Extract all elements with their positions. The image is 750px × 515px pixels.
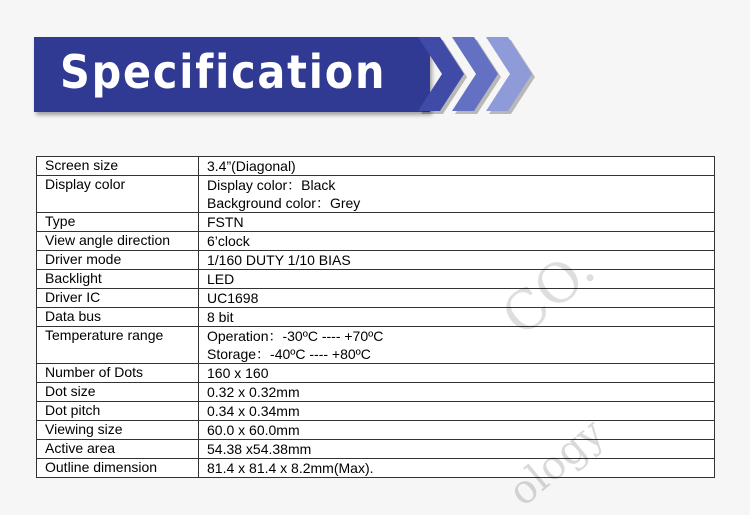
- spec-label: Viewing size: [37, 421, 199, 440]
- spec-label: Type: [37, 213, 199, 232]
- spec-label: Data bus: [37, 308, 199, 327]
- page-title: Specification: [60, 45, 387, 99]
- spec-value: [199, 327, 715, 364]
- spec-value-line: 54.38 x54.38mm: [207, 441, 312, 457]
- spec-label: Outline dimension: [37, 459, 199, 478]
- spec-value-line: 160 x 160: [207, 365, 269, 381]
- spec-row: [37, 213, 715, 232]
- spec-value-line: 0.32 x 0.32mm: [207, 384, 300, 400]
- spec-label: Display color: [37, 176, 199, 213]
- spec-value-line: 1/160 DUTY 1/10 BIAS: [207, 252, 351, 268]
- title-banner: [34, 37, 430, 112]
- spec-value: [199, 289, 715, 308]
- spec-table: [36, 156, 715, 478]
- spec-label: Dot pitch: [37, 402, 199, 421]
- spec-value: [199, 440, 715, 459]
- spec-label: Driver mode: [37, 251, 199, 270]
- spec-value-line: 81.4 x 81.4 x 8.2mm(Max).: [207, 460, 374, 476]
- spec-value-line: Display color：Black: [207, 177, 336, 193]
- spec-label: Driver IC: [37, 289, 199, 308]
- spec-row: [37, 270, 715, 289]
- spec-value: [199, 402, 715, 421]
- spec-row: [37, 327, 715, 364]
- spec-label: View angle direction: [37, 232, 199, 251]
- spec-value-line: LED: [207, 271, 235, 287]
- spec-value: [199, 421, 715, 440]
- spec-row: [37, 157, 715, 176]
- spec-value: [199, 232, 715, 251]
- spec-row: [37, 289, 715, 308]
- spec-row: [37, 232, 715, 251]
- spec-row: [37, 251, 715, 270]
- watermark: CO.: [490, 235, 607, 349]
- spec-value-line: UC1698: [207, 290, 259, 306]
- chevron-1: [418, 37, 464, 111]
- spec-row: [37, 383, 715, 402]
- spec-label: Number of Dots: [37, 364, 199, 383]
- chevron-arrows-icon: [418, 37, 548, 117]
- spec-label: Dot size: [37, 383, 199, 402]
- spec-row: [37, 308, 715, 327]
- spec-label: Temperature range: [37, 327, 199, 364]
- spec-row: [37, 421, 715, 440]
- spec-value: [199, 364, 715, 383]
- watermark-lower: ology: [500, 409, 614, 515]
- spec-row: [37, 459, 715, 478]
- spec-value: [199, 251, 715, 270]
- spec-value: [199, 383, 715, 402]
- spec-value-line: Storage：-40ºC ---- +80ºC: [207, 346, 371, 362]
- spec-value-line: Operation：-30ºC ---- +70ºC: [207, 328, 384, 344]
- spec-value: [199, 213, 715, 232]
- spec-value-line: 3.4”(Diagonal): [207, 158, 296, 174]
- spec-value-line: FSTN: [207, 214, 244, 230]
- spec-value: [199, 157, 715, 176]
- spec-value-line: Background color：Grey: [207, 195, 361, 211]
- spec-row: [37, 364, 715, 383]
- spec-value-line: 60.0 x 60.0mm: [207, 422, 300, 438]
- spec-label: Screen size: [37, 157, 199, 176]
- spec-row: [37, 402, 715, 421]
- spec-value-line: 6’clock: [207, 233, 250, 249]
- spec-row: [37, 440, 715, 459]
- spec-value: [199, 308, 715, 327]
- spec-value: [199, 459, 715, 478]
- spec-label: Backlight: [37, 270, 199, 289]
- spec-value: [199, 270, 715, 289]
- spec-value-line: 8 bit: [207, 309, 234, 325]
- spec-row: [37, 176, 715, 213]
- spec-value-line: 0.34 x 0.34mm: [207, 403, 300, 419]
- spec-label: Active area: [37, 440, 199, 459]
- spec-value: [199, 176, 715, 213]
